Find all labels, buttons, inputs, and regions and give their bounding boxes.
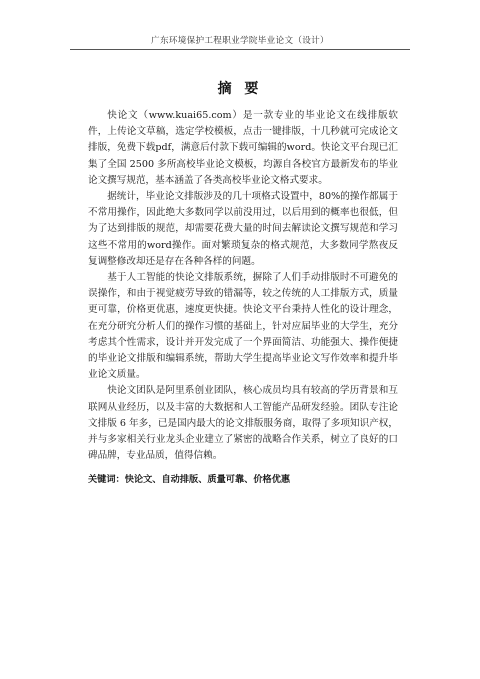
running-header: 广东环境保护工程职业学院毕业论文（设计） bbox=[70, 34, 410, 50]
keywords-line: 关键词：快论文、自动排版、质量可靠、价格优惠 bbox=[88, 474, 291, 486]
abstract-title: 摘 要 bbox=[217, 81, 263, 97]
abstract-paragraph: 基于人工智能的快论文排版系统，摒除了人们手动排版时不可避免的误操作，和由于视觉疲劳导致的错漏等，较之传统的人工排版方式，质量更可靠，价格更优惠，速度更快捷。快论文平台秉持人性化的设计理念，在充分研究分析人们的操作习惯的基础上，针对应届毕业的大学生，充分考虑其个性需求，设计并开发完成了一个界面简洁、功能强大、操作便捷的毕业论文排版和编辑系统，帮助大学生提高毕业论文写作效率和提升毕业论文质量。 bbox=[88, 272, 398, 381]
abstract-paragraph: 快论文团队是阿里系创业团队，核心成员均具有较高的学历背景和互联网从业经历，以及丰富的大数据和人工智能产品研发经验。团队专注论文排版 6 年多，已是国内最大的论文排版服务商，取得了多项知识产权，并与多家相关行业龙头企业建立了紧密的战略合作关系，树立了良好的口碑品牌，专业品质，值得信赖。 bbox=[88, 385, 398, 462]
abstract-body bbox=[88, 108, 398, 488]
abstract-paragraph: 据统计，毕业论文排版涉及的几十项格式设置中，80%的操作都属于不常用操作，因此绝大多数同学以前没用过，以后用到的概率也很低，但为了达到排版的规范，却需要花费大量的时间去解读论文撰写规范和学习这些不常用的word操作。面对繁琐复杂的格式规范，大多数同学熬夜反复调整修改却还是存在各种各样的问题。 bbox=[88, 191, 398, 267]
abstract-paragraph: 快论文（www.kuai65.com）是一款专业的毕业论文在线排版软件，上传论文草稿，选定学校模板，点击一键排版，十几秒就可完成论文排版，免费下载pdf，满意后付款下载可编辑的word。快论文平台现已汇集了全国 2500 多所高校毕业论文模板，均源自各校官方最新发布的毕业论文撰写规范，基本涵盖了各类高校毕业论文格式要求。 bbox=[88, 110, 398, 186]
